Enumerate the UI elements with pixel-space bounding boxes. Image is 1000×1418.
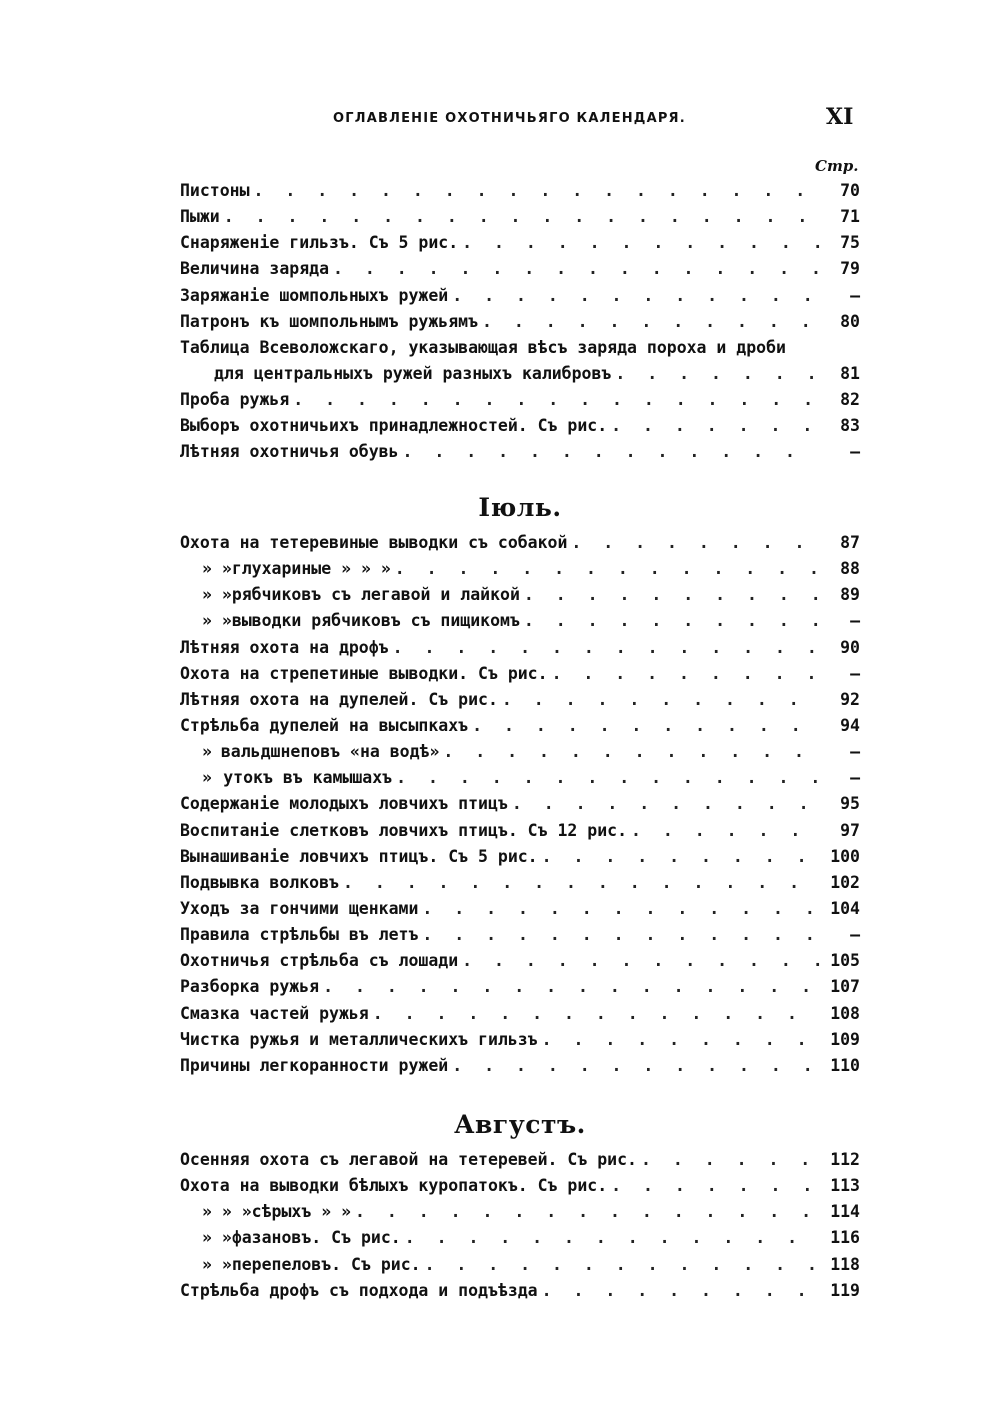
- toc-entry-title: Вынашиваніе ловчихъ птицъ. Съ 5 рис.: [180, 846, 538, 866]
- toc-entry-title: Таблица Всеволожскаго, указывающая вѣсъ заряда пороха и дроби: [180, 337, 786, 357]
- toc-entry-title: Пыжи: [180, 207, 220, 227]
- toc-entry: [180, 312, 860, 338]
- dot-leader: [355, 1202, 820, 1221]
- toc-entry: [180, 259, 860, 285]
- toc-entry-page: 104: [830, 898, 860, 918]
- dot-leader: [502, 690, 820, 709]
- toc-entry-page: 82: [840, 390, 860, 410]
- toc-entry: [180, 690, 860, 716]
- dot-leader: [395, 559, 820, 578]
- toc-entry-page: 100: [830, 846, 860, 866]
- dot-leader: [343, 873, 820, 892]
- page-number: XI: [826, 104, 854, 130]
- toc-entry-title: перепеловъ. Съ рис.: [231, 1254, 421, 1274]
- dot-leader: [403, 442, 820, 461]
- toc-entry-title: Заряжаніе шомпольныхъ ружей: [180, 285, 449, 305]
- toc-entry-page: —: [850, 442, 860, 462]
- dot-leader: [393, 638, 820, 657]
- toc-entry-page: 109: [830, 1029, 860, 1049]
- toc-entry: [180, 559, 860, 585]
- running-header-title: ОГЛАВЛЕНІЕ ОХОТНИЧЬЯГО КАЛЕНДАРЯ.: [333, 111, 686, 126]
- dot-leader: [524, 585, 820, 604]
- toc-entry-title: Смазка частей ружья: [180, 1003, 369, 1023]
- ditto-mark: » »: [202, 585, 232, 605]
- toc-entry: [180, 585, 860, 611]
- dot-leader: [611, 1176, 820, 1195]
- toc-entry-page: 75: [840, 233, 860, 253]
- toc-entry-page: 114: [830, 1202, 860, 1222]
- toc-entry-page: —: [850, 611, 860, 631]
- toc-entry-page: 87: [840, 533, 860, 552]
- toc-entry: [180, 716, 860, 742]
- toc-entry: [180, 1004, 860, 1030]
- toc-entry-title: Охота на стрепетиные выводки. Съ рис.: [180, 663, 548, 683]
- dot-leader: [542, 847, 820, 866]
- dot-leader: [615, 364, 820, 383]
- dot-leader: [611, 416, 820, 435]
- toc-entry-title: сѣрыхъ » »: [251, 1202, 352, 1222]
- dot-leader: [552, 664, 820, 683]
- toc-entry: [180, 533, 860, 559]
- toc-entry: [180, 1056, 860, 1082]
- toc-entry-title: рябчиковъ съ легавой и лайкой: [231, 585, 520, 605]
- toc-entry-page: 105: [830, 951, 860, 971]
- dot-leader: [542, 1281, 820, 1300]
- toc-entry-title: Величина заряда: [180, 259, 330, 279]
- toc-entry-title: Стрѣльба дрофъ съ подхода и подъѣзда: [180, 1280, 538, 1300]
- toc-entry-title: глухариные » » »: [231, 559, 391, 579]
- toc-entry-page: —: [850, 742, 860, 762]
- toc-entry-title: Выборъ охотничьихъ принадлежностей. Съ рис.: [180, 416, 608, 436]
- toc-entry-page: —: [850, 663, 860, 683]
- toc-entry: [180, 1030, 860, 1056]
- toc-section-july: [180, 533, 860, 1082]
- toc-entry-title: вальдшнеповъ «на водѣ»: [220, 742, 440, 762]
- dot-leader: [472, 716, 820, 735]
- toc-entry-title: Лѣтняя охотничья обувь: [180, 442, 399, 462]
- toc-entry: [180, 1202, 860, 1228]
- toc-entry-page: —: [850, 768, 860, 788]
- toc-entry-title: Правила стрѣльбы въ летъ: [180, 925, 419, 945]
- toc-entry: [180, 364, 860, 390]
- toc-entry-page: 107: [830, 977, 860, 997]
- toc-entry-page: 92: [840, 689, 860, 709]
- toc-entry-page: 119: [830, 1280, 860, 1300]
- dot-leader: [333, 259, 820, 278]
- toc-entry-title: Воспитаніе слетковъ ловчихъ птицъ. Съ 12 рис.: [180, 820, 628, 840]
- dot-leader: [462, 951, 820, 970]
- toc-entry: [180, 611, 860, 637]
- toc-entry: [180, 286, 860, 312]
- dot-leader: [452, 286, 820, 305]
- toc-entry-page: 88: [840, 559, 860, 579]
- toc-entry: [180, 873, 860, 899]
- toc-entry: [180, 207, 860, 233]
- dot-leader: [542, 1030, 820, 1049]
- toc-entry: [180, 899, 860, 925]
- dot-leader: [422, 925, 820, 944]
- ditto-mark: »: [202, 768, 212, 788]
- dot-leader: [405, 1228, 820, 1247]
- toc-entry-title: Охота на тетеревиные выводки съ собакой: [180, 533, 568, 552]
- dot-leader: [462, 233, 820, 252]
- toc-entry: [180, 925, 860, 951]
- toc-entry-title: Снаряженіе гильзъ. Съ 5 рис.: [180, 233, 459, 253]
- toc-entry: [180, 794, 860, 820]
- dot-leader: [452, 1056, 820, 1075]
- toc-entry-title: Охота на выводки бѣлыхъ куропатокъ. Съ рис.: [180, 1176, 608, 1196]
- toc-entry-page: 116: [830, 1228, 860, 1248]
- toc-entry-title: Проба ружья: [180, 390, 290, 410]
- toc-entry: [180, 638, 860, 664]
- toc-entry-title: Причины легкоранности ружей: [180, 1055, 449, 1075]
- toc-entry-page: 95: [840, 794, 860, 814]
- toc-entry-title: Уходъ за гончими щенками: [180, 898, 419, 918]
- toc-entry-page: —: [850, 925, 860, 945]
- toc-entry: [180, 1281, 860, 1307]
- toc-entry-page: 71: [840, 207, 860, 227]
- dot-leader: [323, 977, 820, 996]
- toc-entry-page: 94: [840, 715, 860, 735]
- toc-entry-title: для центральныхъ ружей разныхъ калибровъ: [214, 363, 612, 383]
- toc-entry-page: 113: [830, 1176, 860, 1196]
- dot-leader: [425, 1255, 820, 1274]
- toc-entry-page: 90: [840, 637, 860, 657]
- toc-entry-title: Пистоны: [180, 181, 250, 200]
- toc-entry-title: Лѣтняя охота на дрофъ: [180, 637, 389, 657]
- toc-entry: [180, 233, 860, 259]
- dot-leader: [422, 899, 820, 918]
- toc-entry-title: Патронъ къ шомпольнымъ ружьямъ: [180, 311, 479, 331]
- toc-entry: [180, 1150, 860, 1176]
- toc-entry-page: 112: [830, 1150, 860, 1169]
- section-title-july: Іюль.: [478, 493, 562, 522]
- toc-entry: [180, 847, 860, 873]
- toc-entry-title: Подвывка волковъ: [180, 872, 339, 892]
- toc-entry: [180, 742, 860, 768]
- toc-entry-page: —: [850, 285, 860, 305]
- ditto-mark: » » »: [202, 1202, 252, 1222]
- ditto-mark: »: [202, 742, 212, 762]
- toc-entry: [180, 951, 860, 977]
- toc-entry-page: 118: [830, 1254, 860, 1274]
- dot-leader: [571, 533, 820, 552]
- dot-leader: [373, 1004, 820, 1023]
- toc-entry-title: Осенняя охота съ легавой на тетеревей. Съ рис.: [180, 1150, 637, 1169]
- toc-entry-title: Лѣтняя охота на дупелей. Съ рис.: [180, 689, 498, 709]
- toc-entry: [180, 442, 860, 468]
- toc-entry-page: 108: [830, 1003, 860, 1023]
- toc-entry: [180, 338, 860, 364]
- toc-entry-page: 97: [840, 820, 860, 840]
- toc-entry: [180, 1255, 860, 1281]
- ditto-mark: » »: [202, 611, 232, 631]
- dot-leader: [631, 821, 820, 840]
- toc-entry-title: Чистка ружья и металлическихъ гильзъ: [180, 1029, 538, 1049]
- toc-entry-title: выводки рябчиковъ съ пищикомъ: [231, 611, 520, 631]
- toc-entry-page: 81: [840, 363, 860, 383]
- dot-leader: [512, 794, 820, 813]
- page-column-label: Стр.: [815, 157, 859, 175]
- section-title-august: Августъ.: [454, 1110, 586, 1139]
- toc-entry-title: Охотничья стрѣльба съ лошади: [180, 951, 459, 971]
- toc-entry: [180, 821, 860, 847]
- toc-entry-page: 79: [840, 259, 860, 279]
- toc-entry-title: фазановъ. Съ рис.: [231, 1228, 401, 1248]
- dot-leader: [443, 742, 820, 761]
- toc-entry-title: Содержаніе молодыхъ ловчихъ птицъ: [180, 794, 508, 814]
- dot-leader: [524, 611, 820, 630]
- toc-section-august: [180, 1150, 860, 1307]
- toc-entry: [180, 181, 860, 207]
- ditto-mark: » »: [202, 1228, 232, 1248]
- toc-entry-page: 83: [840, 416, 860, 436]
- dot-leader: [293, 390, 820, 409]
- ditto-mark: » »: [202, 559, 232, 579]
- toc-entry-page: 89: [840, 585, 860, 605]
- dot-leader: [396, 768, 820, 787]
- toc-entry-page: 102: [830, 872, 860, 892]
- toc-entry: [180, 1228, 860, 1254]
- toc-entry-page: 110: [830, 1055, 860, 1075]
- toc-section-june-continued: [180, 181, 860, 469]
- toc-entry-title: утокъ въ камышахъ: [223, 768, 393, 788]
- dot-leader: [254, 181, 820, 200]
- toc-entry-title: Разборка ружья: [180, 977, 320, 997]
- dot-leader: [482, 312, 820, 331]
- toc-entry: [180, 768, 860, 794]
- ditto-mark: » »: [202, 1254, 232, 1274]
- toc-entry: [180, 416, 860, 442]
- dot-leader: [224, 207, 820, 226]
- toc-entry: [180, 390, 860, 416]
- toc-entry-title: Стрѣльба дупелей на высыпкахъ: [180, 715, 469, 735]
- dot-leader: [641, 1150, 820, 1169]
- toc-entry-page: 80: [840, 311, 860, 331]
- toc-entry: [180, 977, 860, 1003]
- toc-entry: [180, 664, 860, 690]
- toc-entry-page: 70: [840, 181, 860, 200]
- toc-entry: [180, 1176, 860, 1202]
